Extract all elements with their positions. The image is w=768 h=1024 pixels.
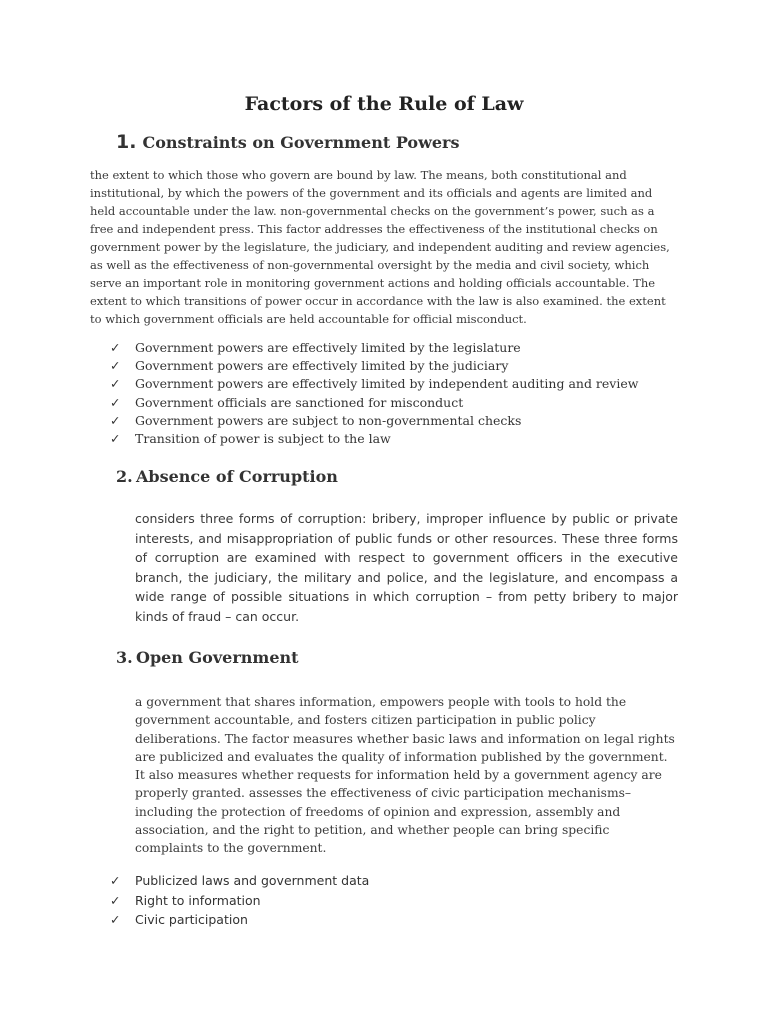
list-item: ✓ Civic participation [110,910,369,930]
checkmark-icon: ✓ [110,340,121,355]
list-item: ✓ Government powers are effectively limited by independent auditing and review [110,375,638,393]
list-item: ✓ Government powers are effectively limited by the judiciary [110,357,638,375]
checkmark-icon: ✓ [110,358,121,374]
section-1-number: 1. [116,131,137,153]
checkmark-icon: ✓ [110,394,121,410]
checkmark-icon: ✓ [110,912,121,927]
section-2-title: Absence of Corruption [136,467,338,486]
list-item: ✓ Government powers are effectively limited by the legislature [110,339,638,357]
section-2-paragraph: considers three forms of corruption: bribery, improper influence by public or private interests, and misappropriation of public funds or other resources. These three forms of corruption are examined with respect to government officers in the executive branch, the judiciary, the military and police, and the legislature, and encompass a wide range of possible situations in which corruption – from petty bribery to major kinds of fraud – can occur. [135,511,678,624]
section-3-paragraph: a government that shares information, empowers people with tools to hold the government accountable, and fosters citizen participation in public policy deliberations. The factor measures whether basic laws and information on legal rights are publicized and evaluates the quality of information published by the government. It also measures whether requests for information held by a government agency are properly granted. assesses the effectiveness of civic participation mechanisms–including the protection of freedoms of opinion and expression, assembly and association, and the right to petition, and whether people can bring specific complaints to the government. [135,695,675,856]
list-item: ✓ Government officials are sanctioned for misconduct [110,394,638,412]
list-item: ✓ Transition of power is subject to the law [110,430,638,448]
section-2-heading [116,467,338,486]
section-2-number: 2. [116,467,133,486]
checkmark-icon: ✓ [110,412,121,428]
checkmark-icon: ✓ [110,873,121,888]
section-1-checklist [110,339,638,448]
section-1-paragraph: the extent to which those who govern are bound by law. The means, both constitutional and institutional, by which the powers of the government and its officials and agents are limited and held accountable under the law. non-governmental checks on the government’s power, such as a free and independent press. This factor addresses the effectiveness of the institutional checks on government power by the legislature, the judiciary, and independent auditing and review agencies, as well as the effectiveness of non-governmental oversight by the media and civil society, which serve an important role in monitoring government actions and holding officials accountable. The extent to which transitions of power occur in accordance with the law is also examined. the extent to which government officials are held accountable for official misconduct. [90,168,670,326]
section-1-heading [116,131,459,153]
section-1-title: Constraints on Government Powers [142,133,460,152]
section-3-heading [116,648,299,667]
checkmark-icon: ✓ [110,431,121,447]
list-item: ✓ Publicized laws and government data [110,871,369,891]
section-3-checklist [110,871,369,930]
document-title: Factors of the Rule of Law [244,93,524,115]
checkmark-icon: ✓ [110,376,121,392]
section-3-title: Open Government [136,648,299,667]
list-item: ✓ Right to information [110,891,369,911]
checkmark-icon: ✓ [110,892,121,908]
list-item: ✓ Government powers are subject to non-governmental checks [110,412,638,430]
section-3-number: 3. [116,648,133,667]
